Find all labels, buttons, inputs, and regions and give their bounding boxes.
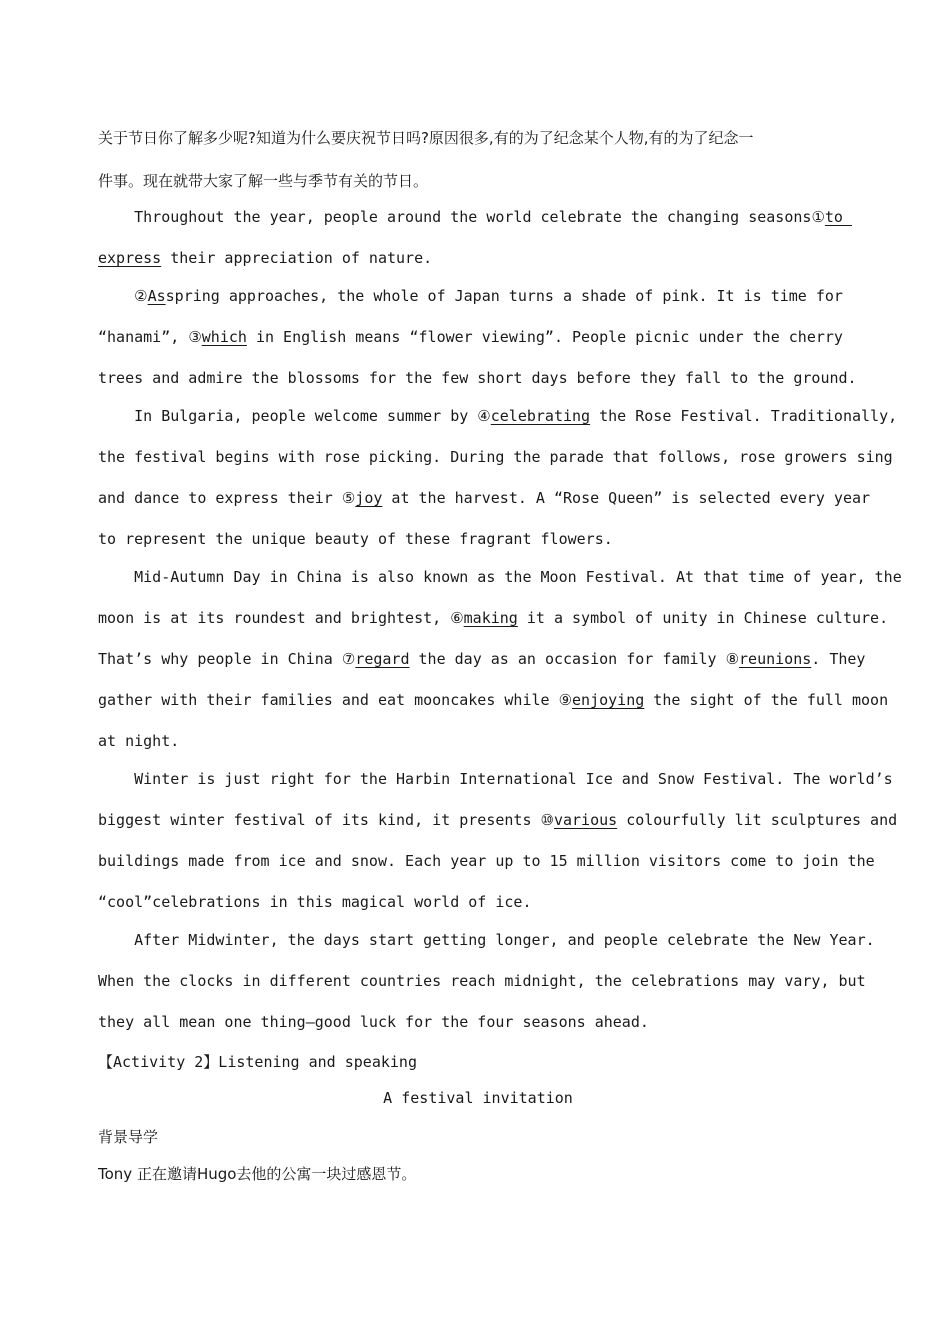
- activity-heading: 【Activity 2】Listening and speaking: [98, 1053, 417, 1071]
- answer-2: As: [147, 287, 166, 305]
- p4-line-2: moon is at its roundest and brightest, ⑥making it a symbol of unity in Chinese culture.: [98, 609, 889, 627]
- p3-line-1: In Bulgaria, people welcome summer by ④celebrating the Rose Festival. Traditionally,: [98, 407, 898, 425]
- intro-line-1: 关于节日你了解多少呢?知道为什么要庆祝节日吗?原因很多,有的为了纪念某个人物,有的为了纪念一: [98, 129, 754, 147]
- p3-line-4: to represent the unique beauty of these fragrant flowers.: [98, 530, 613, 548]
- answer-7: regard: [355, 650, 410, 668]
- p1-line-1: Throughout the year, people around the world celebrate the changing seasons①to: [98, 208, 852, 226]
- p5-line-3: buildings made from ice and snow. Each year up to 15 million visitors come to join the: [98, 852, 875, 870]
- p5-line-4: “cool”celebrations in this magical world of ice.: [98, 893, 532, 911]
- answer-1: to: [824, 208, 852, 226]
- p6-line-3: they all mean one thing—good luck for the four seasons ahead.: [98, 1013, 649, 1031]
- p3-line-2: the festival begins with rose picking. During the parade that follows, rose growers sing: [98, 448, 893, 466]
- answer-4: celebrating: [490, 407, 591, 425]
- answer-5: joy: [355, 489, 383, 507]
- p6-line-1: After Midwinter, the days start getting longer, and people celebrate the New Year.: [98, 931, 875, 949]
- answer-1-cont: express: [98, 249, 162, 267]
- answer-9: enjoying: [572, 691, 645, 709]
- p2-line-3: trees and admire the blossoms for the few short days before they fall to the ground.: [98, 369, 857, 387]
- p3-line-3: and dance to express their ⑤joy at the harvest. A “Rose Queen” is selected every year: [98, 489, 871, 507]
- background-heading: 背景导学: [98, 1128, 159, 1146]
- p6-line-2: When the clocks in different countries reach midnight, the celebrations may vary, but: [98, 972, 866, 990]
- answer-3: which: [201, 328, 247, 346]
- background-text: Tony 正在邀请Hugo去他的公寓一块过感恩节。: [98, 1165, 417, 1183]
- intro-line-2: 件事。现在就带大家了解一些与季节有关的节日。: [98, 172, 429, 190]
- p2-line-1: ②Asspring approaches, the whole of Japan turns a shade of pink. It is time for: [134, 287, 843, 305]
- p4-line-5: at night.: [98, 732, 180, 750]
- p2-line-2: “hanami”, ③which in English means “flower viewing”. People picnic under the cherry: [98, 328, 843, 346]
- answer-10: various: [553, 811, 618, 829]
- p4-line-1: Mid-Autumn Day in China is also known as the Moon Festival. At that time of year, the: [98, 568, 902, 586]
- p1-line-2: express their appreciation of nature.: [98, 249, 433, 267]
- answer-6: making: [463, 609, 518, 627]
- answer-8: reunions: [739, 650, 812, 668]
- p5-line-2: biggest winter festival of its kind, it presents ⑩various colourfully lit sculptures and: [98, 811, 898, 829]
- p4-line-3: That’s why people in China ⑦regard the day as an occasion for family ⑧reunions. They: [98, 650, 866, 668]
- section-subtitle: A festival invitation: [383, 1089, 573, 1107]
- p5-line-1: Winter is just right for the Harbin International Ice and Snow Festival. The world’s: [98, 770, 893, 788]
- p4-line-4: gather with their families and eat mooncakes while ⑨enjoying the sight of the full moon: [98, 691, 889, 709]
